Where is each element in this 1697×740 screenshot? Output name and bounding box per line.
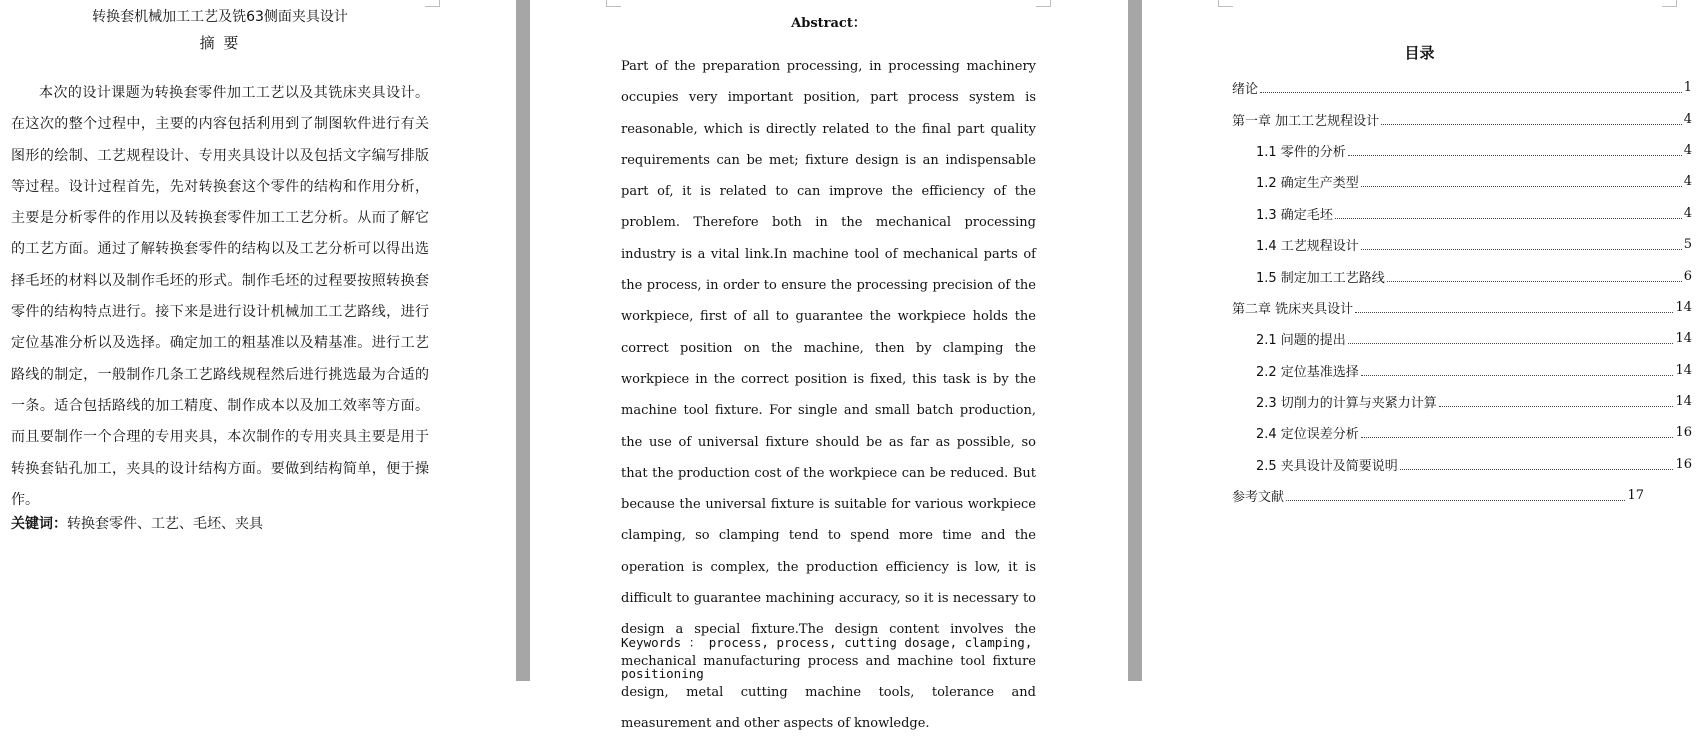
abstract-body-en: Part of the preparation processing, in processing machinery occupies very important position, part process system is reasonable, which is directly related to the final part quality requirements can be met; fixture design is an indispensable part of, it is related to can improve the efficiency of the problem. Therefore both in the mechanical processing industry is a vital link.In machine tool of mechanical parts of the process, in order to ensure the processing precision of the workpiece, first of all to guarantee the workpiece holds the correct position on the machine, then by clamping the workpiece in the correct position is fixed, this task is by the machine tool fixture. For single and small batch production, the use of universal fixture should be as far as possible, so that the production cost of the workpiece can be reduced. But because the universal fixture is suitable for various workpiece clamping, so clamping tend to spend more time and the operation is complex, the production efficiency is low, it is difficult to guarantee machining accuracy, so it is necessary to design a special fixture.The design content involves the mechanical manufacturing process and machine tool fixture design, metal cutting machine tools, tolerance and measurement and other aspects of knowledge. — [621, 59, 1036, 732]
toc-entry-page: 17 — [1627, 488, 1644, 504]
toc-leader-dots — [1260, 92, 1682, 93]
crop-mark — [1218, 0, 1233, 7]
toc-entry-label: 2.1 问题的提出 — [1256, 333, 1346, 349]
toc-entry-page: 14 — [1675, 299, 1692, 315]
toc-leader-dots — [1355, 312, 1673, 313]
toc-entry-label: 1.5 制定加工工艺路线 — [1256, 270, 1385, 286]
toc-leader-dots — [1387, 281, 1682, 282]
toc-leader-dots — [1361, 437, 1674, 438]
toc-entry-page: 16 — [1675, 425, 1692, 441]
toc-list — [1232, 72, 1692, 511]
toc-entry[interactable] — [1232, 260, 1692, 291]
toc-leader-dots — [1361, 249, 1682, 250]
toc-entry[interactable] — [1232, 103, 1692, 134]
toc-entry-label: 第一章 加工工艺规程设计 — [1232, 113, 1380, 129]
toc-entry-label: 参考文献 — [1232, 490, 1285, 506]
toc-entry-page: 4 — [1683, 174, 1692, 190]
page-table-of-contents — [1142, 0, 1697, 681]
keywords-text: 转换套零件、工艺、毛坯、夹具 — [67, 516, 263, 532]
page-chinese-abstract — [0, 0, 515, 681]
toc-entry[interactable] — [1232, 198, 1692, 229]
toc-entry-label: 1.1 零件的分析 — [1256, 144, 1346, 160]
abstract-title-en: Abstract： — [791, 16, 866, 31]
toc-entry-label: 1.4 工艺规程设计 — [1256, 239, 1359, 255]
crop-mark — [1036, 0, 1051, 7]
toc-entry[interactable] — [1232, 323, 1692, 354]
toc-entry-page: 14 — [1675, 394, 1692, 410]
toc-entry-label: 2.4 定位误差分析 — [1256, 427, 1359, 443]
toc-entry[interactable] — [1232, 72, 1692, 103]
toc-leader-dots — [1286, 500, 1625, 501]
abstract-heading: 摘 要 — [199, 34, 241, 52]
toc-leader-dots — [1361, 375, 1674, 376]
toc-entry[interactable] — [1232, 135, 1692, 166]
page-english-abstract — [530, 0, 1127, 732]
toc-title: 目录 — [1404, 44, 1435, 62]
keywords-label: 关键词： — [11, 516, 67, 532]
toc-entry-label: 1.2 确定生产类型 — [1256, 176, 1359, 192]
toc-entry[interactable] — [1232, 355, 1692, 386]
crop-mark — [1662, 0, 1677, 7]
crop-mark — [606, 0, 621, 7]
keywords-en: Keywords ： process, process, cutting dosage, clamping, positioning — [621, 635, 1033, 681]
document-title: 转换套机械加工工艺及铣63侧面夹具设计 — [92, 9, 348, 25]
toc-entry[interactable] — [1232, 292, 1692, 323]
toc-entry-page: 4 — [1683, 111, 1692, 127]
toc-entry-label: 绪论 — [1232, 82, 1259, 98]
toc-leader-dots — [1381, 124, 1682, 125]
toc-entry[interactable] — [1232, 417, 1692, 448]
toc-entry-page: 6 — [1683, 268, 1692, 284]
toc-entry-label: 1.3 确定毛坯 — [1256, 207, 1333, 223]
toc-leader-dots — [1439, 406, 1674, 407]
keywords-line — [11, 513, 263, 533]
toc-leader-dots — [1348, 343, 1674, 344]
toc-leader-dots — [1361, 186, 1682, 187]
toc-leader-dots — [1335, 218, 1682, 219]
abstract-body: 本次的设计课题为转换套零件加工工艺以及其铣床夹具设计。在这次的整个过程中，主要的内容包括利用到了制图软件进行有关图形的绘制、工艺规程设计、专用夹具设计以及包括文字编写排版等过程。设计过程首先，先对转换套这个零件的结构和作用分析，主要是分析零件的作用以及转换套零件加工工艺分析。从而了解它的工艺方面。通过了解转换套零件的结构以及工艺分析可以得出选择毛坯的材料以及制作毛坯的形式。制作毛坯的过程要按照转换套零件的结构特点进行。接下来是进行设计机械加工工艺路线，进行定位基准分析以及选择。确定加工的粗基准以及精基准。进行工艺路线的制定，一般制作几条工艺路线规程然后进行挑选最为合适的一条。适合包括路线的加工精度、制作成本以及加工效率等方面。而且要制作一个合理的专用夹具，本次制作的专用夹具主要是用于转换套钻孔加工，夹具的设计结构方面。要做到结构简单，便于操作。 — [11, 85, 429, 508]
toc-entry-page: 14 — [1675, 362, 1692, 378]
toc-leader-dots — [1400, 469, 1674, 470]
toc-entry-page: 5 — [1683, 237, 1692, 253]
toc-entry-label: 2.2 定位基准选择 — [1256, 364, 1359, 380]
toc-entry-label: 2.3 切削力的计算与夹紧力计算 — [1256, 396, 1437, 412]
toc-entry[interactable] — [1232, 229, 1692, 260]
toc-entry-page: 1 — [1683, 80, 1692, 96]
toc-entry-page: 16 — [1675, 456, 1692, 472]
toc-entry-label: 2.5 夹具设计及简要说明 — [1256, 458, 1398, 474]
toc-entry[interactable] — [1232, 480, 1644, 511]
page-gap-2 — [1128, 0, 1142, 681]
toc-leader-dots — [1348, 155, 1682, 156]
toc-entry-page: 4 — [1683, 205, 1692, 221]
toc-entry[interactable] — [1232, 449, 1692, 480]
toc-entry[interactable] — [1232, 166, 1692, 197]
page-gap-1 — [516, 0, 530, 681]
toc-entry-label: 第二章 铣床夹具设计 — [1232, 301, 1354, 317]
toc-entry-page: 4 — [1683, 142, 1692, 158]
toc-entry-page: 14 — [1675, 331, 1692, 347]
toc-entry[interactable] — [1232, 386, 1692, 417]
